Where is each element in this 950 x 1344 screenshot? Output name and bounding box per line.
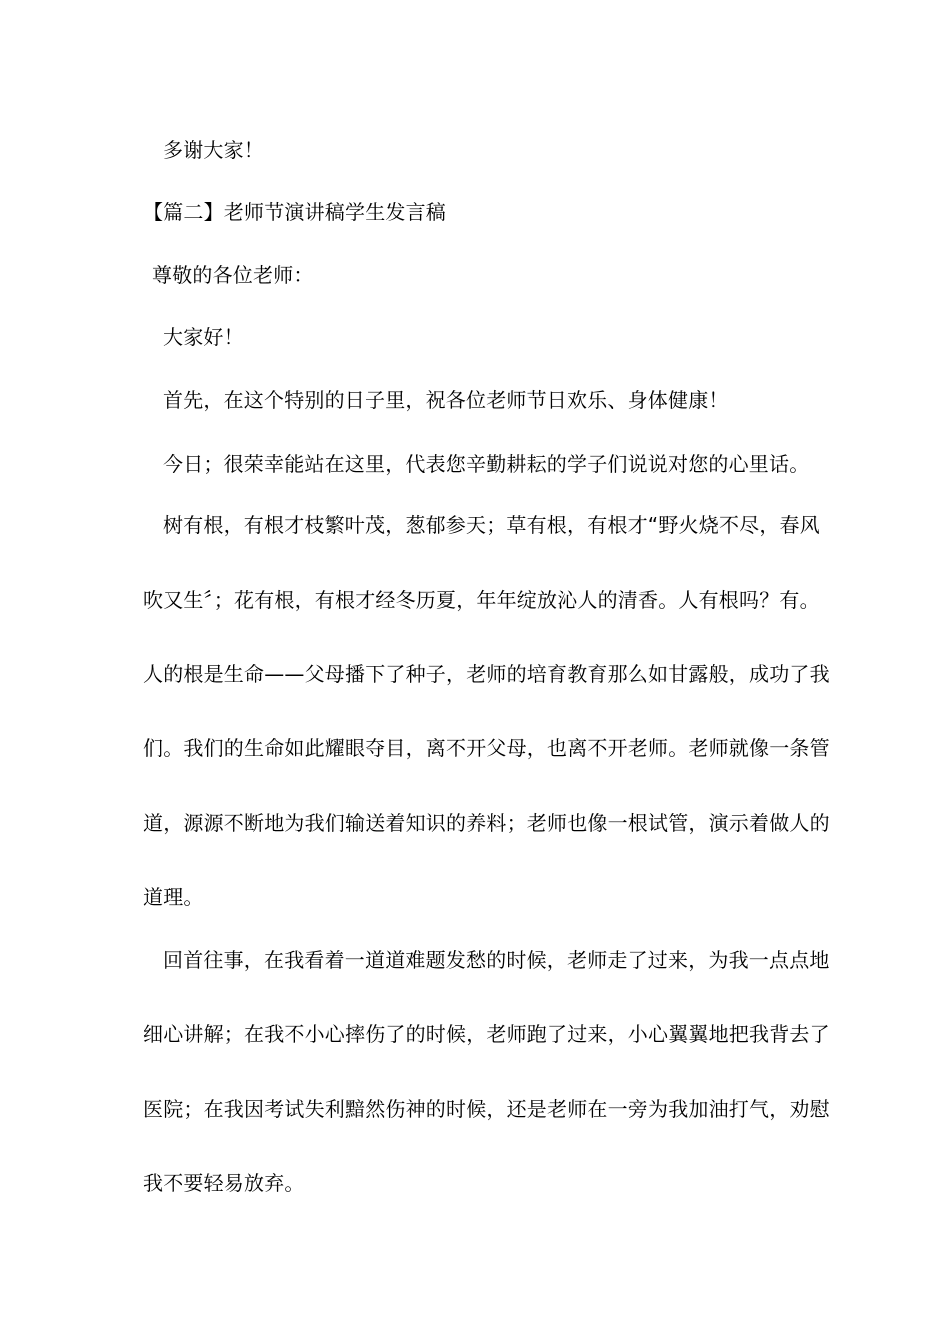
paragraph-4-line-3: 医院；在我因考试失利黯然伤神的时候，还是老师在一旁为我加油打气，劝慰	[143, 1097, 830, 1121]
greeting: 大家好！	[163, 325, 244, 349]
paragraph-2: 今日；很荣幸能站在这里，代表您辛勤耕耘的学子们说说对您的心里话。	[163, 452, 810, 476]
paragraph-4-line-2: 细心讲解；在我不小心摔伤了的时候，老师跑了过来，小心翼翼地把我背去了	[143, 1022, 830, 1046]
paragraph-4-line-4: 我不要轻易放弃。	[143, 1171, 305, 1195]
paragraph-3-line-6: 道理。	[143, 885, 204, 909]
paragraph-3-line-5: 道，源源不断地为我们输送着知识的养料；老师也像一根试管，演示着做人的	[143, 811, 830, 835]
closing-line: 多谢大家！	[163, 138, 264, 162]
section-title: 【篇二】老师节演讲稿学生发言稿	[143, 200, 446, 224]
paragraph-3-line-1: 树有根，有根才枝繁叶茂，葱郁参天；草有根，有根才“野火烧不尽，春风	[163, 513, 820, 537]
paragraph-4-line-1: 回首往事，在我看着一道道难题发愁的时候，老师走了过来，为我一点点地	[163, 948, 830, 972]
salutation: 尊敬的各位老师：	[152, 263, 314, 287]
paragraph-3-line-2: 吹又生〞；花有根，有根才经冬历夏，年年绽放沁人的清香。人有根吗？有。	[143, 588, 820, 612]
paragraph-3-line-4: 们。我们的生命如此耀眼夺目，离不开父母，也离不开老师。老师就像一条管	[143, 736, 830, 760]
paragraph-1: 首先，在这个特别的日子里，祝各位老师节日欢乐、身体健康！	[163, 388, 729, 412]
paragraph-3-line-3: 人的根是生命——父母播下了种子，老师的培育教育那么如甘露般，成功了我	[143, 662, 830, 686]
